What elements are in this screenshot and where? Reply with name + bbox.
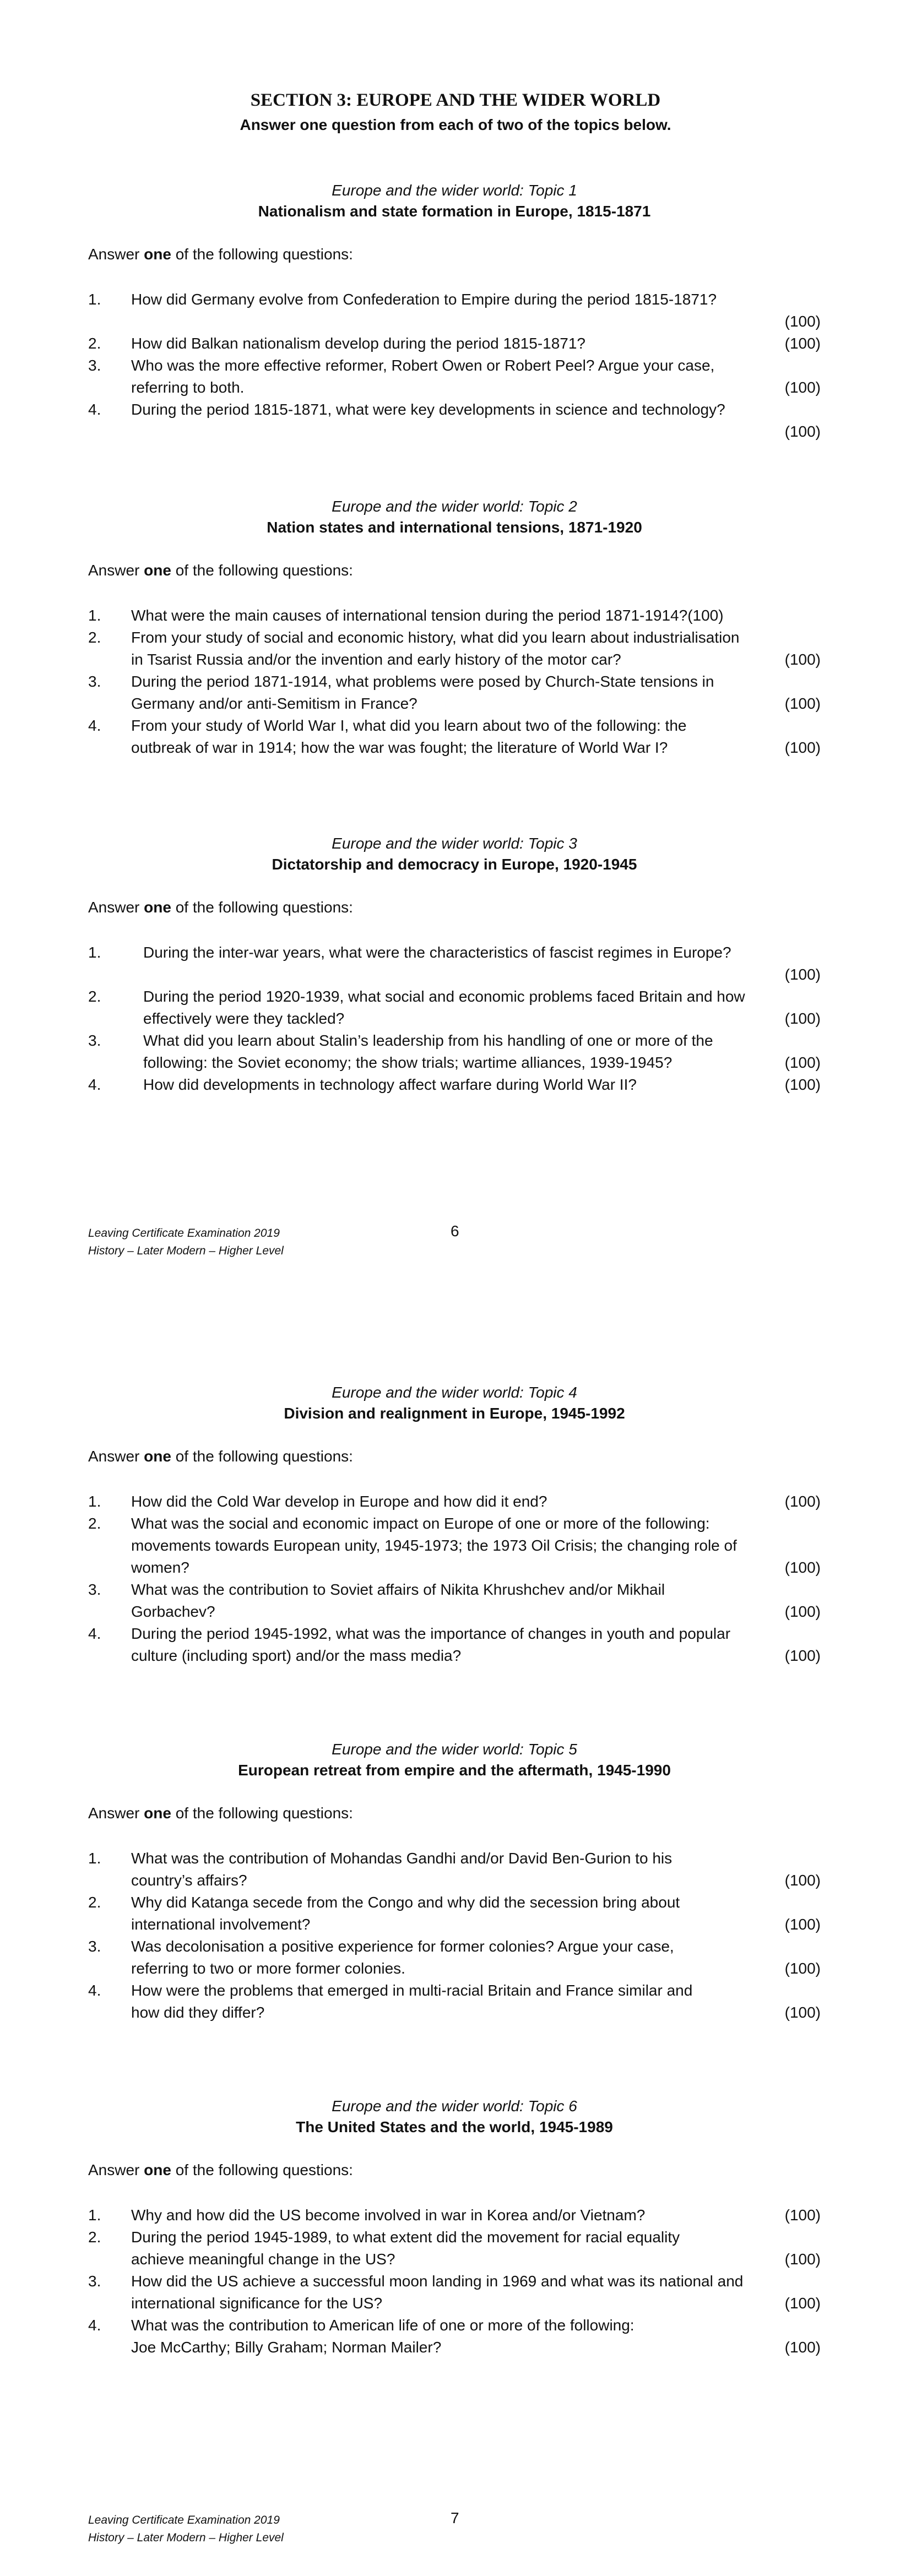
question-line — [131, 649, 821, 671]
question-line-text: movements towards European unity, 1945-1973; the 1973 Oil Crisis; the changing role of — [131, 1537, 737, 1554]
topic-3 — [88, 835, 821, 1096]
question-item — [88, 605, 821, 627]
question-item — [88, 671, 821, 715]
instruction-text: Answer — [88, 562, 144, 579]
footer-exam-line: Leaving Certificate Examination 2019 — [88, 1227, 280, 1240]
question-marks: (100) — [784, 1054, 821, 1071]
question-line-text: What was the contribution of Mohandas Gandhi and/or David Ben-Gurion to his — [131, 1850, 673, 1867]
question-line — [143, 1052, 821, 1074]
question-marks: (100) — [784, 1076, 821, 1093]
question-text — [131, 2226, 821, 2270]
question-line-text: culture (including sport) and/or the mass media? — [131, 1647, 462, 1664]
instruction-text: Answer — [88, 1805, 144, 1822]
question-line — [131, 693, 821, 715]
answer-instruction — [88, 1448, 821, 1465]
question-text — [143, 1030, 821, 1074]
question-line — [143, 1074, 821, 1096]
footer-subject-line: History – Later Modern – Higher Level — [88, 1244, 284, 1257]
question-item — [88, 942, 821, 986]
topic-label: Europe and the wider world: Topic 2 — [332, 498, 577, 515]
section-title: SECTION 3: EUROPE AND THE WIDER WORLD — [250, 90, 661, 110]
topic-label: Europe and the wider world: Topic 6 — [332, 2097, 577, 2115]
instruction-text: of the following questions: — [171, 1448, 353, 1465]
question-line — [131, 605, 821, 627]
question-marks: (100) — [784, 739, 821, 756]
instruction-emphasis: one — [144, 1805, 171, 1822]
question-item — [88, 355, 821, 399]
question-item — [88, 1074, 821, 1096]
topic-title: European retreat from empire and the aftermath, 1945-1990 — [238, 1762, 671, 1779]
question-line-text: What was the contribution to Soviet affairs of Nikita Khrushchev and/or Mikhail — [131, 1581, 665, 1598]
question-item — [88, 1847, 821, 1892]
question-line — [131, 1847, 821, 1869]
question-text — [131, 1892, 821, 1936]
question-marks: (100) — [784, 335, 821, 352]
question-line-text: How did developments in technology affect warfare during World War II? — [143, 1076, 637, 1093]
question-item — [88, 1892, 821, 1936]
question-marks: (100) — [784, 2251, 821, 2268]
topic-title: The United States and the world, 1945-1989 — [296, 2118, 613, 2135]
question-line — [131, 2204, 821, 2226]
question-line — [143, 1008, 821, 1030]
question-marks: (100) — [784, 2339, 821, 2356]
question-list — [88, 942, 821, 1096]
question-line — [131, 399, 821, 421]
instruction-emphasis: one — [144, 246, 171, 263]
topic-label: Europe and the wider world: Topic 1 — [332, 182, 577, 199]
question-line-text: Why and how did the US become involved in war in Korea and/or Vietnam? — [131, 2207, 646, 2224]
question-item — [88, 333, 821, 355]
instruction-emphasis: one — [144, 899, 171, 916]
instruction-text: of the following questions: — [171, 246, 353, 263]
question-item — [88, 2226, 821, 2270]
footer-subject-line: History – Later Modern – Higher Level — [88, 2531, 284, 2544]
question-text — [131, 355, 821, 399]
instruction-emphasis: one — [144, 1448, 171, 1465]
question-item — [88, 1491, 821, 1513]
question-line — [131, 1980, 821, 2002]
question-line — [143, 986, 821, 1008]
question-item — [88, 715, 821, 759]
question-line-text: Why did Katanga secede from the Congo and why did the secession bring about — [131, 1894, 680, 1911]
question-marks: (100) — [784, 379, 821, 396]
question-line-text: following: the Soviet economy; the show trials; wartime alliances, 1939-1945? — [143, 1054, 673, 1071]
question-line-text: From your study of social and economic history, what did you learn about industrialisation — [131, 629, 740, 646]
question-text — [131, 1513, 821, 1579]
question-line — [131, 2002, 821, 2024]
question-item — [88, 1936, 821, 1980]
page-footer — [88, 2512, 284, 2547]
question-line-text: What was the contribution to American life of one or more of the following: — [131, 2317, 635, 2334]
topic-2 — [88, 498, 821, 759]
question-marks: (100) — [784, 1559, 821, 1576]
question-marks: (100) — [784, 423, 821, 440]
question-item — [88, 2204, 821, 2226]
question-line-text: effectively were they tackled? — [143, 1010, 345, 1027]
section-subtitle: Answer one question from each of two of the topics below. — [240, 116, 671, 133]
question-line-text: achieve meaningful change in the US? — [131, 2251, 395, 2268]
question-line-text: What was the social and economic impact on Europe of one or more of the following: — [131, 1515, 710, 1532]
question-line-text: Joe McCarthy; Billy Graham; Norman Mailer? — [131, 2339, 442, 2356]
question-line-text: How were the problems that emerged in multi-racial Britain and France similar and — [131, 1982, 693, 1999]
question-list — [88, 289, 821, 443]
question-text — [131, 1936, 821, 1980]
question-line — [131, 2270, 821, 2292]
question-text — [131, 2204, 821, 2226]
topic-label: Europe and the wider world: Topic 5 — [332, 1741, 577, 1758]
question-number: 1. — [88, 607, 101, 624]
question-line — [131, 2314, 821, 2336]
question-text — [131, 1579, 821, 1623]
question-line — [131, 1601, 821, 1623]
question-text — [131, 1623, 821, 1667]
question-marks: (100) — [784, 1493, 821, 1510]
question-marks: (100) — [784, 1916, 821, 1933]
question-line — [143, 942, 821, 964]
question-line — [131, 1513, 821, 1535]
question-marks: (100) — [784, 695, 821, 712]
answer-instruction — [88, 2161, 821, 2179]
question-item — [88, 289, 821, 333]
instruction-text: of the following questions: — [171, 899, 353, 916]
question-text — [131, 1847, 821, 1892]
question-text — [131, 399, 821, 443]
question-item — [88, 2314, 821, 2358]
question-line — [131, 2292, 821, 2314]
question-line-text: During the period 1945-1992, what was the importance of changes in youth and popular — [131, 1625, 731, 1642]
question-list — [88, 1847, 821, 2024]
question-number: 3. — [88, 1581, 101, 1598]
question-line-text: Who was the more effective reformer, Robert Owen or Robert Peel? Argue your case, — [131, 357, 715, 374]
topic-6 — [88, 2097, 821, 2358]
instruction-text: of the following questions: — [171, 562, 353, 579]
question-number: 2. — [88, 629, 101, 646]
instruction-text: of the following questions: — [171, 1805, 353, 1822]
question-line — [131, 2248, 821, 2270]
question-line — [131, 1869, 821, 1892]
question-marks: (100) — [784, 1603, 821, 1620]
question-text — [131, 1491, 821, 1513]
question-marks: (100) — [784, 2004, 821, 2021]
page-number: 7 — [451, 2509, 459, 2526]
question-number: 1. — [88, 291, 101, 308]
question-marks: (100) — [784, 313, 821, 330]
page-footer — [88, 1225, 284, 1260]
question-number: 3. — [88, 357, 101, 374]
question-line — [131, 1579, 821, 1601]
question-line-text: Germany and/or anti-Semitism in France? — [131, 695, 417, 712]
question-number: 3. — [88, 1032, 101, 1049]
question-line — [131, 355, 821, 377]
instruction-text: Answer — [88, 899, 144, 916]
question-line-text: How did the Cold War develop in Europe and how did it end? — [131, 1493, 547, 1510]
question-line — [131, 715, 821, 737]
question-number: 4. — [88, 1625, 101, 1642]
question-text — [131, 605, 821, 627]
question-number: 3. — [88, 673, 101, 690]
question-number: 1. — [88, 1850, 101, 1867]
question-text — [143, 1074, 821, 1096]
topic-label: Europe and the wider world: Topic 4 — [332, 1384, 577, 1401]
topic-label: Europe and the wider world: Topic 3 — [332, 835, 577, 852]
question-list — [88, 1491, 821, 1667]
question-line-text: referring to both. — [131, 379, 245, 396]
question-line — [131, 2226, 821, 2248]
question-line-text: During the period 1945-1989, to what extent did the movement for racial equality — [131, 2229, 680, 2246]
topic-title: Dictatorship and democracy in Europe, 1920-1945 — [272, 856, 637, 873]
question-number: 1. — [88, 1493, 101, 1510]
instruction-emphasis: one — [144, 562, 171, 579]
question-marks: (100) — [784, 1010, 821, 1027]
question-line-text: What did you learn about Stalin’s leadership from his handling of one or more of the — [143, 1032, 713, 1049]
instruction-emphasis: one — [144, 2161, 171, 2178]
question-line — [131, 1491, 821, 1513]
question-line — [131, 627, 821, 649]
instruction-text: Answer — [88, 246, 144, 263]
question-item — [88, 1623, 821, 1667]
question-list — [88, 605, 821, 759]
instruction-text: of the following questions: — [171, 2161, 353, 2178]
question-line-text: country’s affairs? — [131, 1872, 247, 1889]
question-text — [131, 289, 821, 333]
question-line — [131, 289, 821, 311]
question-line — [131, 1645, 821, 1667]
question-line-text: During the period 1871-1914, what problems were posed by Church-State tensions in — [131, 673, 714, 690]
question-number: 2. — [88, 988, 101, 1005]
question-line-text: During the period 1815-1871, what were key developments in science and technology? — [131, 401, 725, 418]
question-text — [131, 2270, 821, 2314]
question-item — [88, 2270, 821, 2314]
question-marks: (100) — [784, 2295, 821, 2312]
question-number: 2. — [88, 2229, 101, 2246]
question-number: 4. — [88, 401, 101, 418]
question-line-text: international significance for the US? — [131, 2295, 383, 2312]
question-marks: (100) — [784, 1872, 821, 1889]
question-line — [131, 1958, 821, 1980]
question-line-text: outbreak of war in 1914; how the war was fought; the literature of World War I? — [131, 739, 668, 756]
question-marks: (100) — [784, 2207, 821, 2224]
topic-title: Nationalism and state formation in Europe, 1815-1871 — [258, 203, 651, 220]
page-number: 6 — [451, 1222, 459, 1240]
question-line — [131, 1914, 821, 1936]
question-line — [131, 671, 821, 693]
question-item — [88, 1030, 821, 1074]
question-line-text: How did Germany evolve from Confederation to Empire during the period 1815-1871? — [131, 291, 717, 308]
question-line-text: From your study of World War I, what did you learn about two of the following: the — [131, 717, 687, 734]
question-line-text: how did they differ? — [131, 2004, 265, 2021]
question-line — [131, 1557, 821, 1579]
question-line — [131, 2336, 821, 2358]
question-item — [88, 1579, 821, 1623]
question-number: 4. — [88, 2317, 101, 2334]
question-line-text: What were the main causes of international tension during the period 1871-1914? — [131, 607, 688, 624]
topic-5 — [88, 1741, 821, 2024]
question-number: 2. — [88, 1515, 101, 1532]
answer-instruction — [88, 899, 821, 916]
section-header — [0, 90, 911, 134]
question-line — [131, 737, 821, 759]
exam-page-7 — [0, 1288, 911, 2576]
question-number: 1. — [88, 2207, 101, 2224]
question-marks: (100) — [784, 966, 821, 983]
question-item — [88, 1980, 821, 2024]
question-number: 1. — [88, 944, 101, 961]
topic-1 — [88, 182, 821, 443]
question-marks: (100) — [784, 1960, 821, 1977]
question-text — [131, 2314, 821, 2358]
question-text — [131, 671, 821, 715]
question-line — [131, 377, 821, 399]
question-number: 4. — [88, 1076, 101, 1093]
question-line-text: How did the US achieve a successful moon landing in 1969 and what was its national and — [131, 2273, 744, 2290]
question-line-text: Gorbachev? — [131, 1603, 215, 1620]
instruction-text: Answer — [88, 2161, 144, 2178]
question-text — [143, 942, 821, 986]
question-line — [131, 333, 821, 355]
question-line-text: in Tsarist Russia and/or the invention and early history of the motor car? — [131, 651, 621, 668]
question-line — [131, 1623, 821, 1645]
question-number: 2. — [88, 335, 101, 352]
question-number: 2. — [88, 1894, 101, 1911]
answer-instruction — [88, 1805, 821, 1822]
question-line-text: How did Balkan nationalism develop during the period 1815-1871? — [131, 335, 586, 352]
question-number: 3. — [88, 2273, 101, 2290]
question-line — [143, 1030, 821, 1052]
question-line — [131, 1892, 821, 1914]
question-item — [88, 1513, 821, 1579]
topic-title: Nation states and international tensions, 1871-1920 — [267, 519, 642, 536]
question-line-text: international involvement? — [131, 1916, 311, 1933]
question-line-text: women? — [131, 1559, 189, 1576]
question-line — [131, 1936, 821, 1958]
question-text — [131, 333, 821, 355]
answer-instruction — [88, 562, 821, 579]
question-number: 4. — [88, 1982, 101, 1999]
question-text — [131, 1980, 821, 2024]
question-line-text: Was decolonisation a positive experience for former colonies? Argue your case, — [131, 1938, 674, 1955]
question-item — [88, 399, 821, 443]
question-marks: (100) — [784, 651, 821, 668]
footer-exam-line: Leaving Certificate Examination 2019 — [88, 2514, 280, 2526]
question-text — [143, 986, 821, 1030]
topic-title: Division and realignment in Europe, 1945-1992 — [284, 1405, 625, 1422]
question-marks: (100) — [784, 1647, 821, 1664]
question-line-text: During the inter-war years, what were the characteristics of fascist regimes in Europe? — [143, 944, 731, 961]
question-line-text: During the period 1920-1939, what social and economic problems faced Britain and how — [143, 988, 745, 1005]
topic-4 — [88, 1384, 821, 1667]
answer-instruction — [88, 246, 821, 263]
question-number: 3. — [88, 1938, 101, 1955]
question-list — [88, 2204, 821, 2358]
question-item — [88, 627, 821, 671]
question-item — [88, 986, 821, 1030]
question-line — [131, 1535, 821, 1557]
question-text — [131, 715, 821, 759]
question-marks: (100) — [687, 607, 724, 624]
question-text — [131, 627, 821, 671]
question-number: 4. — [88, 717, 101, 734]
question-line-text: referring to two or more former colonies. — [131, 1960, 405, 1977]
instruction-text: Answer — [88, 1448, 144, 1465]
